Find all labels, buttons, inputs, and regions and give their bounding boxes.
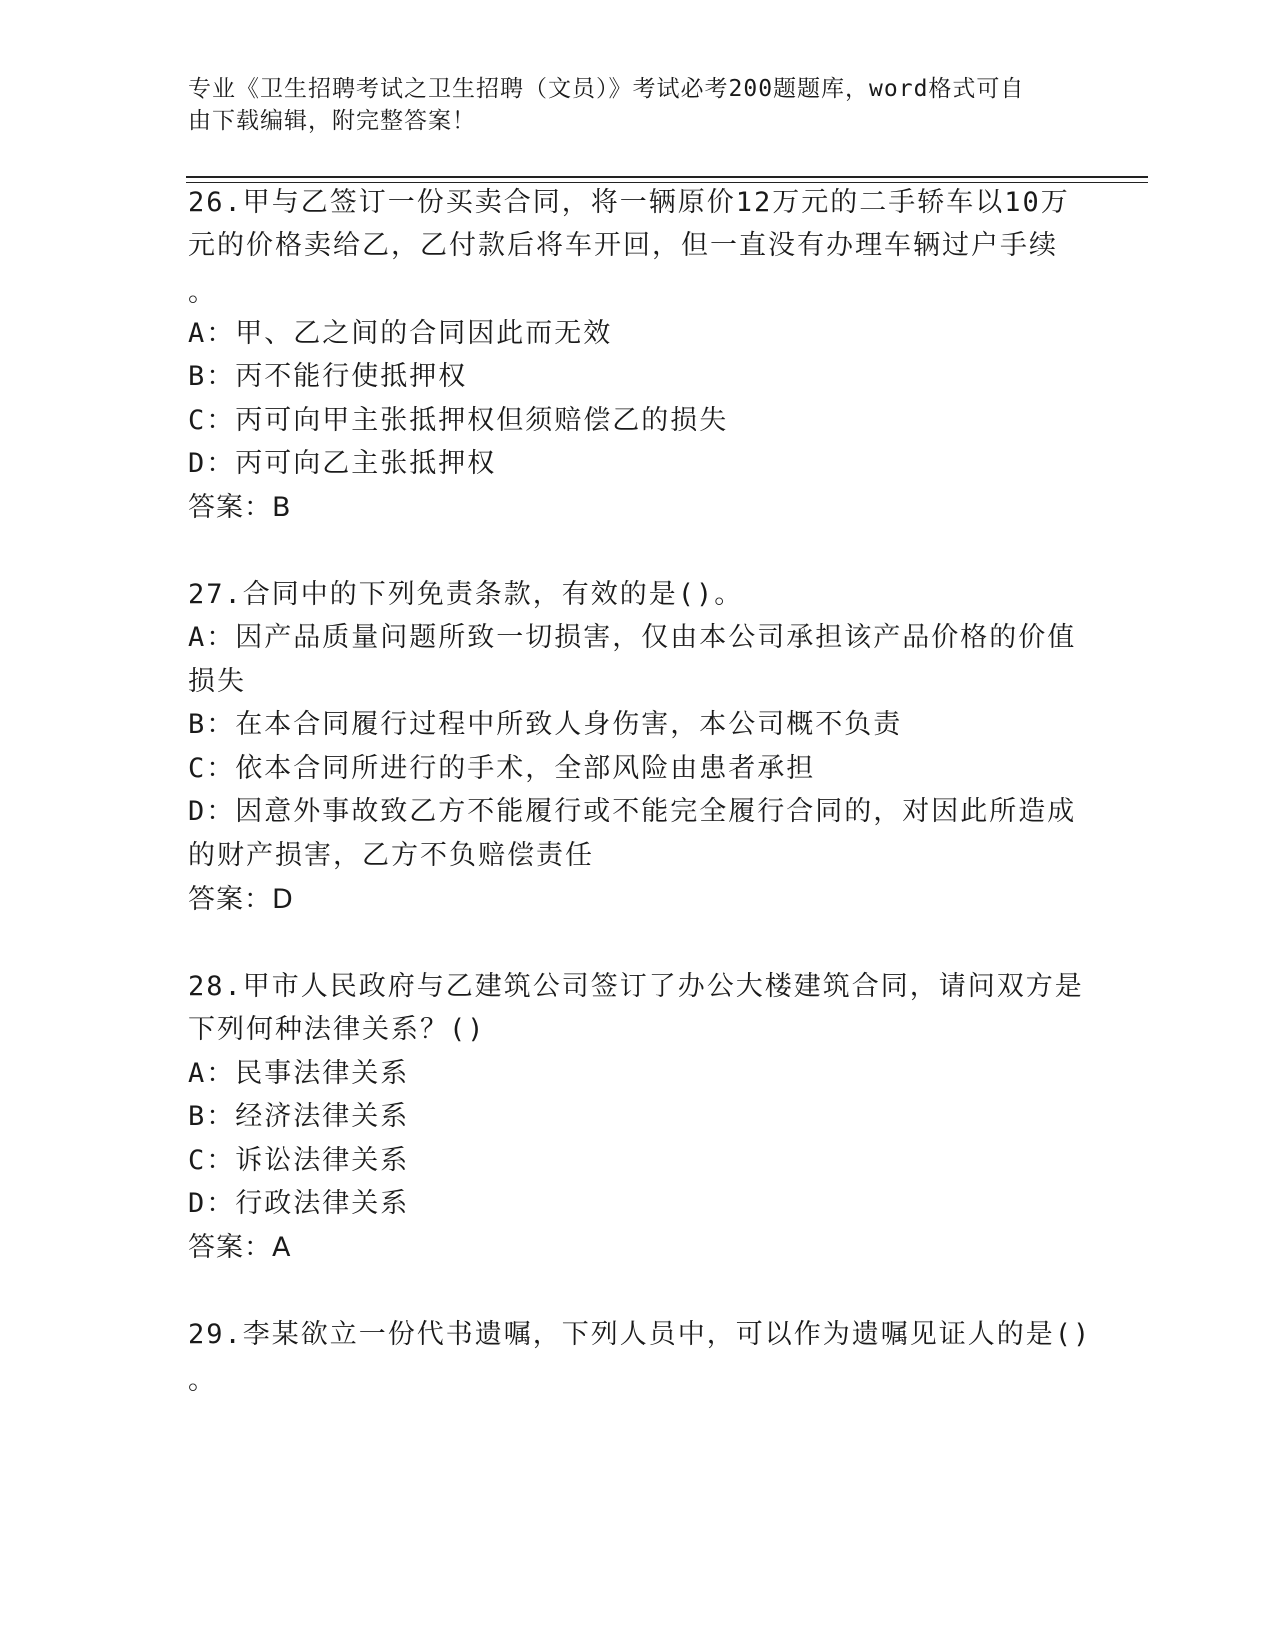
question-26-stem-line-2: 元的价格卖给乙，乙付款后将车开回，但一直没有办理车辆过户手续 bbox=[188, 230, 1058, 261]
question-28-stem-line-1: 28.甲市人民政府与乙建筑公司签订了办公大楼建筑合同，请问双方是 bbox=[188, 971, 1084, 1002]
question-28-answer: 答案：A bbox=[188, 1232, 292, 1263]
question-26-option-b: B：丙不能行使抵押权 bbox=[188, 361, 468, 392]
question-26-option-d: D：丙可向乙主张抵押权 bbox=[188, 448, 497, 479]
question-27-option-a-line-1: A：因产品质量问题所致一切损害，仅由本公司承担该产品价格的价值 bbox=[188, 622, 1077, 653]
question-27-stem-line-1: 27.合同中的下列免责条款，有效的是()。 bbox=[188, 579, 744, 610]
question-27-option-b: B：在本合同履行过程中所致人身伤害，本公司概不负责 bbox=[188, 709, 903, 740]
question-26-option-c: C：丙可向甲主张抵押权但须赔偿乙的损失 bbox=[188, 405, 729, 436]
question-28-option-b: B：经济法律关系 bbox=[188, 1101, 410, 1132]
question-28-option-c: C：诉讼法律关系 bbox=[188, 1145, 410, 1176]
question-27-answer: 答案：D bbox=[188, 884, 294, 915]
question-26-option-a: A：甲、乙之间的合同因此而无效 bbox=[188, 318, 613, 349]
question-28-stem-line-2: 下列何种法律关系？() bbox=[188, 1014, 486, 1045]
question-26-answer: 答案：B bbox=[188, 492, 292, 523]
header-divider-thick bbox=[186, 176, 1148, 178]
question-29-stem-line-1: 29.李某欲立一份代书遗嘱，下列人员中，可以作为遗嘱见证人的是() bbox=[188, 1319, 1092, 1350]
header-divider-thin bbox=[186, 182, 1148, 183]
question-27-option-c: C：依本合同所进行的手术，全部风险由患者承担 bbox=[188, 753, 816, 784]
header-line-2: 由下载编辑，附完整答案！ bbox=[188, 108, 476, 134]
question-27-option-d-line-1: D：因意外事故致乙方不能履行或不能完全履行合同的，对因此所造成 bbox=[188, 796, 1077, 827]
question-27-option-d-line-2: 的财产损害，乙方不负赔偿责任 bbox=[188, 840, 594, 871]
question-26-stem-line-1: 26.甲与乙签订一份买卖合同，将一辆原价12万元的二手轿车以10万 bbox=[188, 187, 1070, 218]
question-29-stem-line-2: 。 bbox=[188, 1365, 217, 1396]
question-27-option-a-line-2: 损失 bbox=[188, 666, 246, 697]
question-28-option-a: A：民事法律关系 bbox=[188, 1058, 410, 1089]
question-26-stem-line-3: 。 bbox=[188, 277, 217, 308]
question-28-option-d: D：行政法律关系 bbox=[188, 1188, 410, 1219]
document-header bbox=[188, 73, 1068, 137]
header-line-1: 专业《卫生招聘考试之卫生招聘（文员）》考试必考200题题库，word格式可自 bbox=[188, 76, 1025, 102]
